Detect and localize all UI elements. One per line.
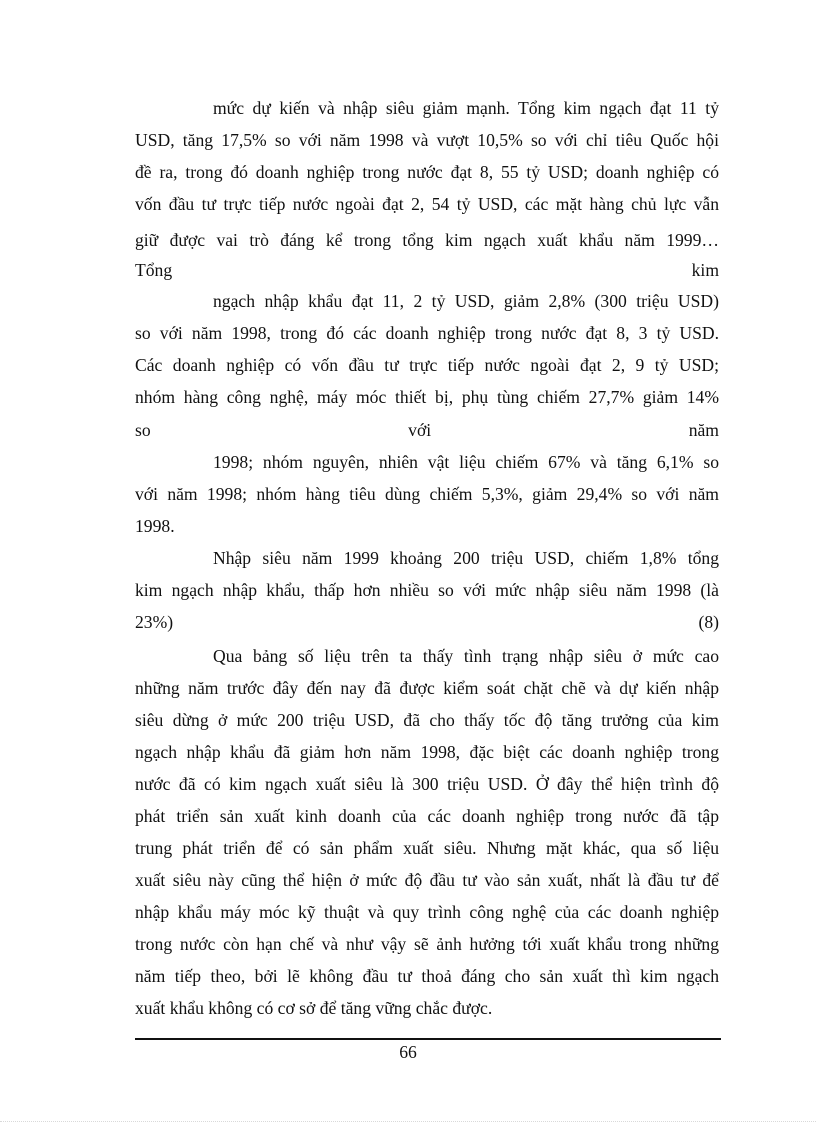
- body-text-line: vốn đầu tư trực tiếp nước ngoài đạt 2, 54 tỷ USD, các mặt hàng chủ lực vẫn: [135, 194, 719, 214]
- body-text-line: kim ngạch nhập khẩu, thấp hơn nhiều so với mức nhập siêu năm 1998 (là: [135, 580, 719, 600]
- body-text-line: trong nước còn hạn chế và như vậy sẽ ảnh hưởng tới xuất khẩu trong những: [135, 934, 719, 954]
- page-number: 66: [399, 1042, 417, 1062]
- body-text-line: siêu dừng ở mức 200 triệu USD, đã cho thấy tốc độ tăng trưởng của kim: [135, 710, 719, 730]
- body-text-line: 1998.: [135, 516, 175, 536]
- body-text-line: 1998; nhóm nguyên, nhiên vật liệu chiếm 67% và tăng 6,1% so: [213, 452, 719, 472]
- body-text-line: USD, tăng 17,5% so với năm 1998 và vượt 10,5% so với chỉ tiêu Quốc hội: [135, 130, 719, 150]
- body-text-line: Tổng kim: [135, 260, 719, 280]
- body-text-line: nước đã có kim ngạch xuất siêu là 300 triệu USD. Ở đây thể hiện trình độ: [135, 774, 719, 794]
- body-text-line: ngạch nhập khẩu đạt 11, 2 tỷ USD, giảm 2,8% (300 triệu USD): [213, 291, 719, 311]
- page-bottom-divider: [0, 1121, 816, 1122]
- body-text-line: xuất khẩu không có cơ sở để tăng vững chắc được.: [135, 998, 493, 1018]
- body-text-line: phát triển sản xuất kinh doanh của các doanh nghiệp trong nước đã tập: [135, 806, 719, 826]
- body-text-line: so với năm 1998, trong đó các doanh nghiệp trong nước đạt 8, 3 tỷ USD.: [135, 323, 719, 343]
- body-text-line: so với năm: [135, 420, 719, 440]
- body-text-line: mức dự kiến và nhập siêu giảm mạnh. Tổng kim ngạch đạt 11 tỷ: [213, 98, 719, 118]
- footer-rule: [135, 1038, 721, 1040]
- body-text-line: 23%) (8): [135, 612, 719, 632]
- body-text-line: đề ra, trong đó doanh nghiệp trong nước đạt 8, 55 tỷ USD; doanh nghiệp có: [135, 162, 719, 182]
- body-text-line: Nhập siêu năm 1999 khoảng 200 triệu USD, chiếm 1,8% tổng: [213, 548, 719, 568]
- body-text-line: Qua bảng số liệu trên ta thấy tình trạng nhập siêu ở mức cao: [213, 646, 719, 666]
- body-text-line: nhóm hàng công nghệ, máy móc thiết bị, phụ tùng chiếm 27,7% giảm 14%: [135, 387, 719, 407]
- body-text-line: xuất siêu này cũng thể hiện ở mức độ đầu tư vào sản xuất, nhất là đầu tư để: [135, 870, 719, 890]
- body-text-line: nhập khẩu máy móc kỹ thuật và quy trình công nghệ của các doanh nghiệp: [135, 902, 719, 922]
- body-text-line: năm tiếp theo, bởi lẽ không đầu tư thoả đáng cho sản xuất thì kim ngạch: [135, 966, 719, 986]
- body-text-line: Các doanh nghiệp có vốn đầu tư trực tiếp nước ngoài đạt 2, 9 tỷ USD;: [135, 355, 719, 375]
- body-text-line: những năm trước đây đến nay đã được kiểm soát chặt chẽ và dự kiến nhập: [135, 678, 719, 698]
- body-text-line: ngạch nhập khẩu đã giảm hơn năm 1998, đặc biệt các doanh nghiệp trong: [135, 742, 719, 762]
- body-text-line: với năm 1998; nhóm hàng tiêu dùng chiếm 5,3%, giảm 29,4% so với năm: [135, 484, 719, 504]
- body-text-line: trung phát triển để có sản phẩm xuất siêu. Nhưng mặt khác, qua số liệu: [135, 838, 719, 858]
- body-text-line: giữ được vai trò đáng kể trong tổng kim ngạch xuất khẩu năm 1999…: [135, 230, 719, 250]
